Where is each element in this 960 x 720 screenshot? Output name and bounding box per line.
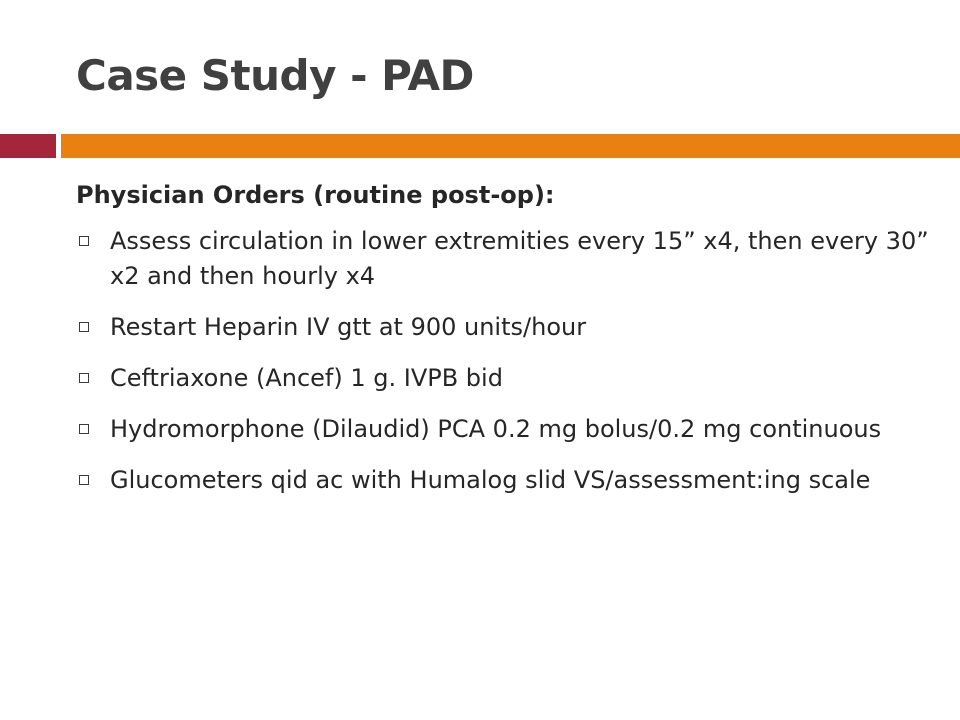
order-item-text: Glucometers qid ac with Humalog slid VS/assessment:ing scale: [110, 466, 871, 494]
order-item: [76, 310, 936, 345]
order-item-text: Restart Heparin IV gtt at 900 units/hour: [110, 313, 587, 341]
title-accent-bar-red: [0, 134, 56, 158]
checkbox-square-icon: [79, 322, 89, 332]
checkbox-square-icon: [79, 373, 89, 383]
order-item-text: Hydromorphone (Dilaudid) PCA 0.2 mg bolus/0.2 mg continuous: [110, 415, 882, 443]
order-item-text: Assess circulation in lower extremities every 15” x4, then every 30” x2 and then hourly x4: [110, 227, 929, 290]
order-item: [76, 412, 936, 447]
checkbox-square-icon: [79, 424, 89, 434]
checkbox-square-icon: [79, 475, 89, 485]
order-item: [76, 463, 936, 498]
slide-title: Case Study - PAD: [76, 51, 474, 100]
slide-content: [76, 176, 936, 514]
orders-list: [76, 224, 936, 498]
order-item: [76, 361, 936, 396]
order-item: [76, 224, 936, 294]
orders-heading: Physician Orders (routine post-op):: [76, 181, 555, 209]
order-item-text: Ceftriaxone (Ancef) 1 g. IVPB bid: [110, 364, 503, 392]
title-accent-bar-orange: [61, 134, 960, 158]
checkbox-square-icon: [79, 236, 89, 246]
